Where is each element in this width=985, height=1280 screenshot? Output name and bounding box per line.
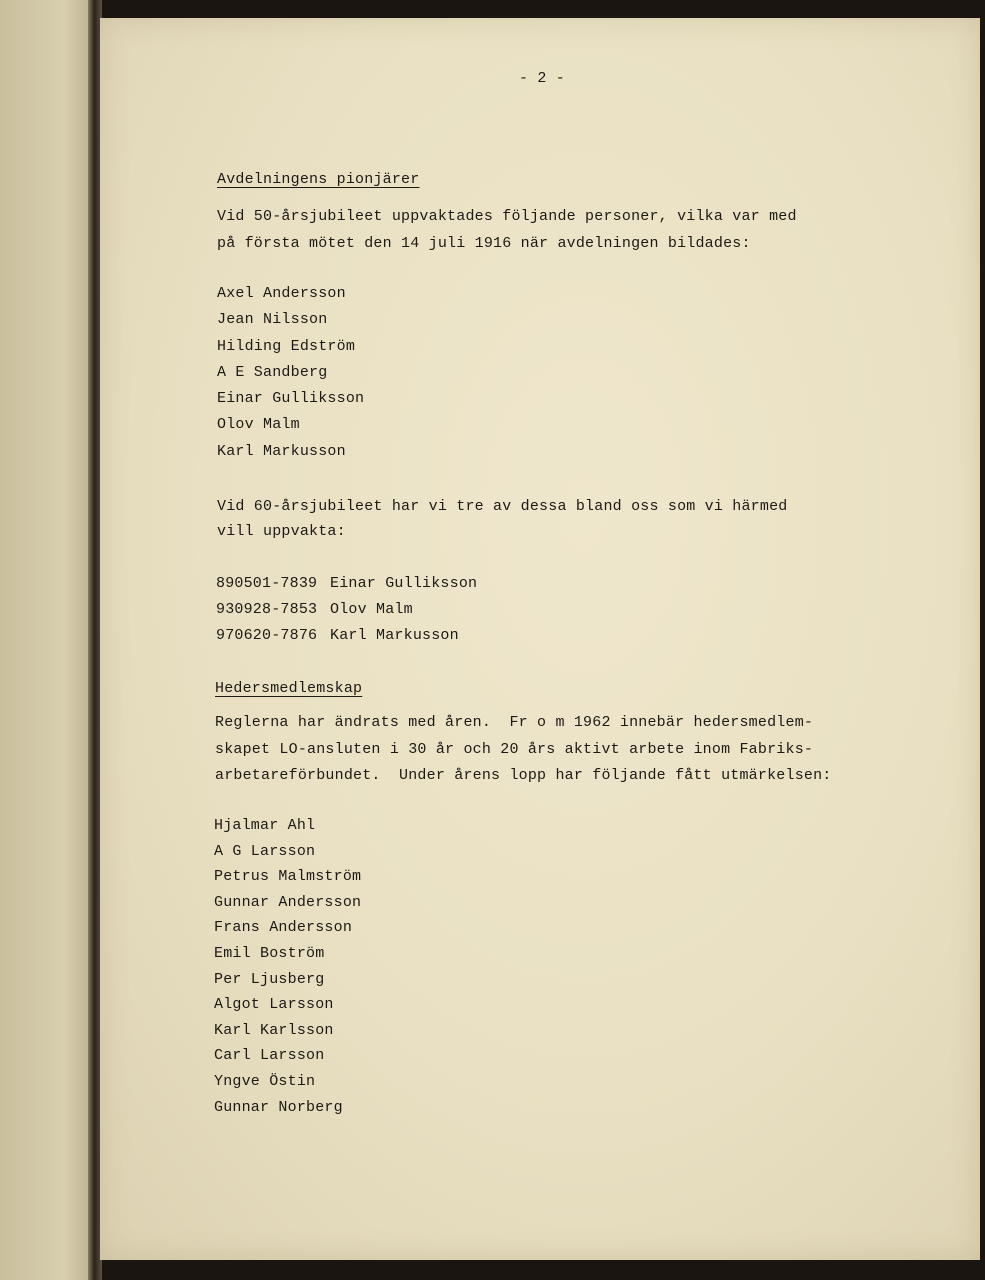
honoree-name: Olov Malm xyxy=(330,601,413,618)
list-item: Hilding Edström xyxy=(217,337,356,355)
list-item: Jean Nilsson xyxy=(217,311,328,329)
list-item: Gunnar Norberg xyxy=(214,1098,343,1116)
list-item: Frans Andersson xyxy=(214,919,353,937)
followup-line-1: Vid 60-årsjubileet har vi tre av dessa bland oss som vi härmed xyxy=(217,498,788,515)
membership-intro-line-1: Reglerna har ändrats med åren. Fr o m 1962 innebär hedersmedlem- xyxy=(215,714,814,731)
list-item: Karl Markusson xyxy=(217,442,346,460)
honoree-name: Karl Markusson xyxy=(330,627,459,644)
list-item: A E Sandberg xyxy=(217,363,328,381)
section-heading-pioneers: Avdelningens pionjärer xyxy=(217,171,420,188)
honoree-id: 930928-7853 xyxy=(216,601,318,618)
list-item: Axel Andersson xyxy=(217,285,346,302)
section-heading-honorary-membership: Hedersmedlemskap xyxy=(215,680,363,697)
facing-page-edge xyxy=(0,0,92,1280)
list-item: Karl Karlsson xyxy=(214,1021,334,1039)
list-item: Carl Larsson xyxy=(214,1047,325,1065)
honoree-name: Einar Gulliksson xyxy=(330,575,478,592)
list-item: A G Larsson xyxy=(214,842,316,860)
list-item: Per Ljusberg xyxy=(214,970,325,988)
pioneers-list xyxy=(217,281,364,465)
list-item: Emil Boström xyxy=(214,944,325,962)
page-number: - 2 - xyxy=(519,70,566,87)
pioneers-intro-line-2: på första mötet den 14 juli 1916 när avdelningen bildades: xyxy=(217,235,751,252)
list-item: Algot Larsson xyxy=(214,996,334,1014)
list-item: Olov Malm xyxy=(217,416,300,434)
list-item: Einar Gulliksson xyxy=(217,390,365,408)
list-item: Yngve Östin xyxy=(214,1072,316,1090)
membership-intro-line-3: arbetareförbundet. Under årens lopp har följande fått utmärkelsen: xyxy=(215,767,832,784)
list-item: Gunnar Andersson xyxy=(214,893,362,911)
pioneers-intro-line-1: Vid 50-årsjubileet uppvaktades följande personer, vilka var med xyxy=(217,208,797,225)
honorary-members-list xyxy=(214,813,361,1120)
list-item: Petrus Malmström xyxy=(214,868,362,886)
honoree-id: 890501-7839 xyxy=(216,575,318,592)
membership-intro-line-2: skapet LO-ansluten i 30 år och 20 års aktivt arbete inom Fabriks- xyxy=(215,741,814,758)
followup-line-2: vill uppvakta: xyxy=(217,523,346,540)
list-item: Hjalmar Ahl xyxy=(214,817,316,834)
honoree-id: 970620-7876 xyxy=(216,627,318,644)
